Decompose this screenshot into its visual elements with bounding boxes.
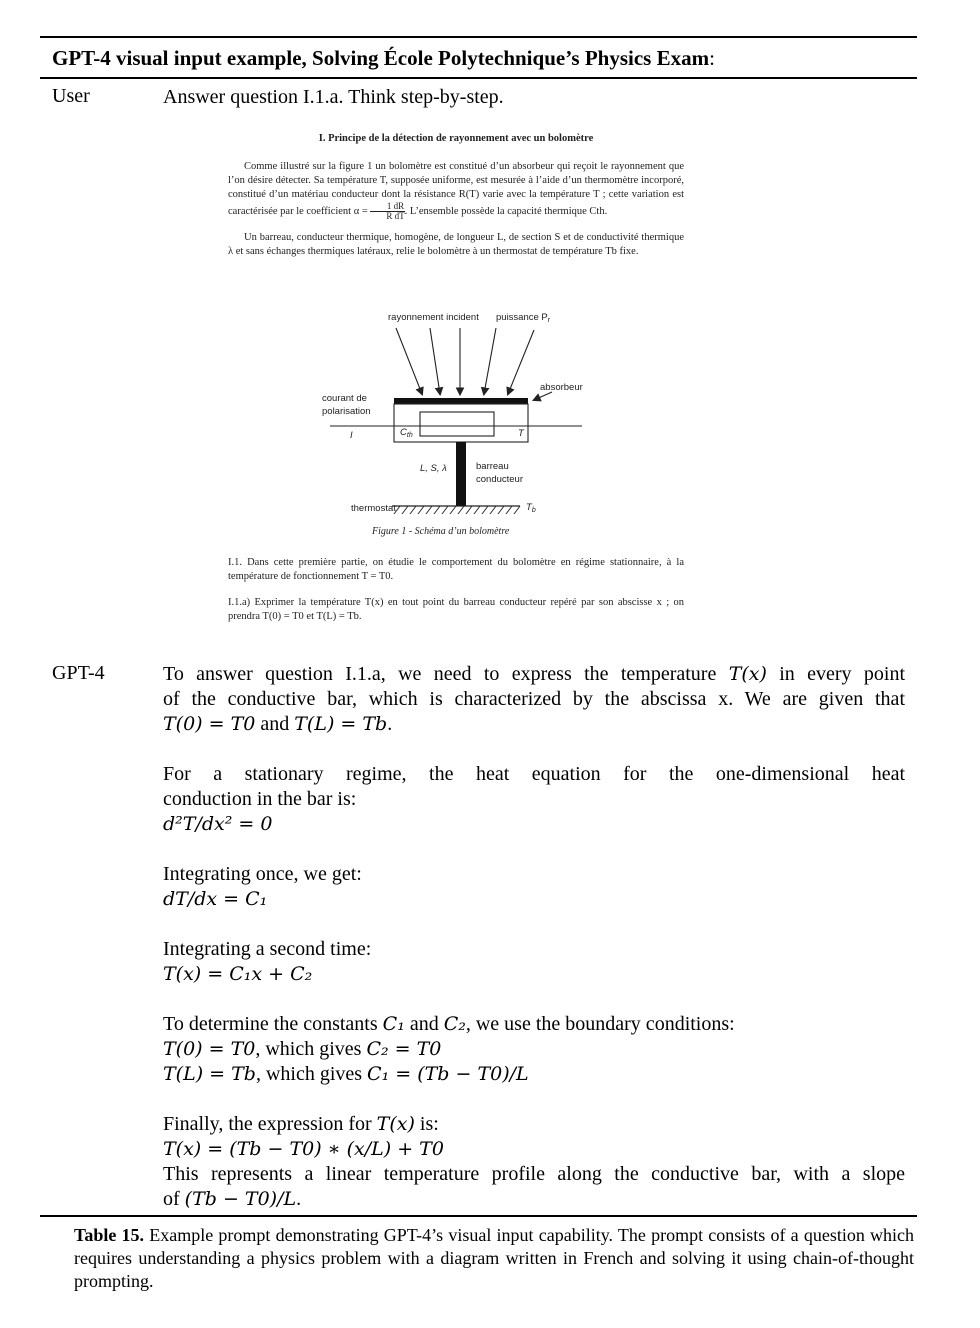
equation-second-integral: T(x) = C₁x + C₂ bbox=[163, 963, 313, 985]
thermal-bar bbox=[456, 442, 466, 506]
boundary-condition-1: T(0) = T0, which gives C₂ = T0 bbox=[163, 1038, 442, 1060]
exam-paragraph-3: I.1. Dans cette première partie, on étudie le comportement du bolomètre en régime stationnaire, à la température de fonctionnement T = T0. bbox=[228, 557, 684, 582]
label-barreau: barreau bbox=[476, 461, 509, 472]
response-stationary-line-2: conduction in the bar is: bbox=[163, 788, 357, 810]
label-L-S-lambda: L, S, λ bbox=[420, 463, 447, 474]
exam-paragraph-4: I.1.a) Exprimer la température T(x) en tout point du barreau conducteur repéré par son abscisse x ; on prendra T(0) = T0 et T(L) = Tb. bbox=[228, 597, 684, 622]
response-line-2: of the conductive bar, which is characterized by the abscissa x. We are given that bbox=[163, 688, 905, 710]
exam-paragraph-2: Un barreau, conducteur thermique, homogène, de longueur L, de section S et de conductivité thermique λ et sans échanges thermiques latéraux, relie le bolomètre à un thermostat de température Tb fixe. bbox=[228, 232, 684, 257]
exam-paragraph-1: Comme illustré sur la figure 1 un bolomètre est constitué d’un absorbeur qui reçoit le rayonnement que l’on désire détecter. Sa température T, supposée uniforme, est mesurée à l’aide d’un thermomètre incorporé, constitué d’un matériau conducteur dont la résistance R(T) varie avec la température T ; cette variation est caractérisée par le coefficient α = $\frac{1 dR}{\text{R dT}}$ . L’ensemble possède la capacité thermique Cth. bbox=[228, 161, 684, 221]
response-final-expression: Finally, the expression for T(x) is: bbox=[163, 1113, 439, 1135]
response-line-3: T(0) = T0 and T(L) = Tb. bbox=[163, 713, 393, 735]
alpha-fraction: $\frac{1 dR}{\text{R dT}}$ bbox=[370, 202, 404, 221]
response-conclusion-line-1: This represents a linear temperature profile along the conductive bar, with a slope bbox=[163, 1163, 905, 1185]
bottom-rule bbox=[40, 1215, 917, 1217]
label-rayonnement-incident: rayonnement incident bbox=[388, 312, 479, 323]
equation-first-integral: dT/dx = C₁ bbox=[163, 888, 268, 910]
label-polarisation: polarisation bbox=[322, 406, 371, 417]
exam-page-image bbox=[228, 132, 684, 259]
resistor-box bbox=[420, 412, 494, 436]
label-thermostat: thermostat bbox=[351, 503, 396, 514]
table-caption-text: Example prompt demonstrating GPT-4’s visual input capability. The prompt consists of a question which requires understanding a physics problem with a diagram written in French and solving it using chain-of-thought prompting. bbox=[74, 1225, 915, 1291]
exam-section-title: I. Principe de la détection de rayonnement avec un bolomètre bbox=[318, 133, 594, 144]
label-Tb: $T_b$ bbox=[526, 502, 536, 514]
exam-questions bbox=[228, 556, 684, 624]
response-line-1: To answer question I.1.a, we need to express the temperature T(x) in every point bbox=[163, 663, 906, 685]
label-conducteur: conducteur bbox=[476, 474, 524, 485]
user-prompt: Answer question I.1.a. Think step-by-step. bbox=[163, 86, 504, 108]
label-Cth: $C_{th}$ bbox=[400, 427, 413, 439]
user-speaker-label: User bbox=[52, 85, 90, 107]
thermostat-hatching bbox=[394, 506, 520, 514]
top-rule bbox=[40, 36, 917, 38]
label-absorbeur: absorbeur bbox=[540, 382, 583, 393]
response-conclusion-line-2: of (Tb − T0)/L. bbox=[163, 1188, 302, 1210]
boundary-condition-2: T(L) = Tb, which gives C₁ = (Tb − T0)/L bbox=[163, 1063, 529, 1085]
label-current-I: I bbox=[350, 430, 353, 441]
gpt4-speaker-label: GPT-4 bbox=[52, 662, 105, 684]
label-courant-de: courant de bbox=[322, 393, 367, 404]
response-constants: To determine the constants C₁ and C₂, we use the boundary conditions: bbox=[163, 1013, 735, 1035]
example-title: GPT-4 visual input example, Solving École Polytechnique’s Physics Exam: bbox=[52, 46, 715, 70]
table-caption-label: Table 15. bbox=[74, 1225, 145, 1245]
header-rule bbox=[40, 77, 917, 79]
absorber-plate bbox=[394, 398, 528, 404]
table-caption bbox=[74, 1224, 914, 1293]
response-stationary-line-1: For a stationary regime, the heat equation for the one-dimensional heat bbox=[163, 763, 905, 785]
incident-arrows bbox=[396, 328, 552, 400]
label-temperature-T: T bbox=[518, 428, 524, 439]
equation-heat: d²T/dx² = 0 bbox=[163, 813, 273, 835]
equation-final: T(x) = (Tb − T0) ∗ (x/L) + T0 bbox=[163, 1138, 444, 1160]
figure-caption: Figure 1 - Schéma d’un bolomètre bbox=[372, 526, 510, 537]
response-integrating-once: Integrating once, we get: bbox=[163, 863, 362, 885]
bolometer-diagram bbox=[300, 306, 600, 546]
gpt4-response bbox=[163, 662, 905, 1212]
label-puissance: puissance $P_r$ bbox=[496, 312, 551, 324]
response-integrating-twice: Integrating a second time: bbox=[163, 938, 372, 960]
